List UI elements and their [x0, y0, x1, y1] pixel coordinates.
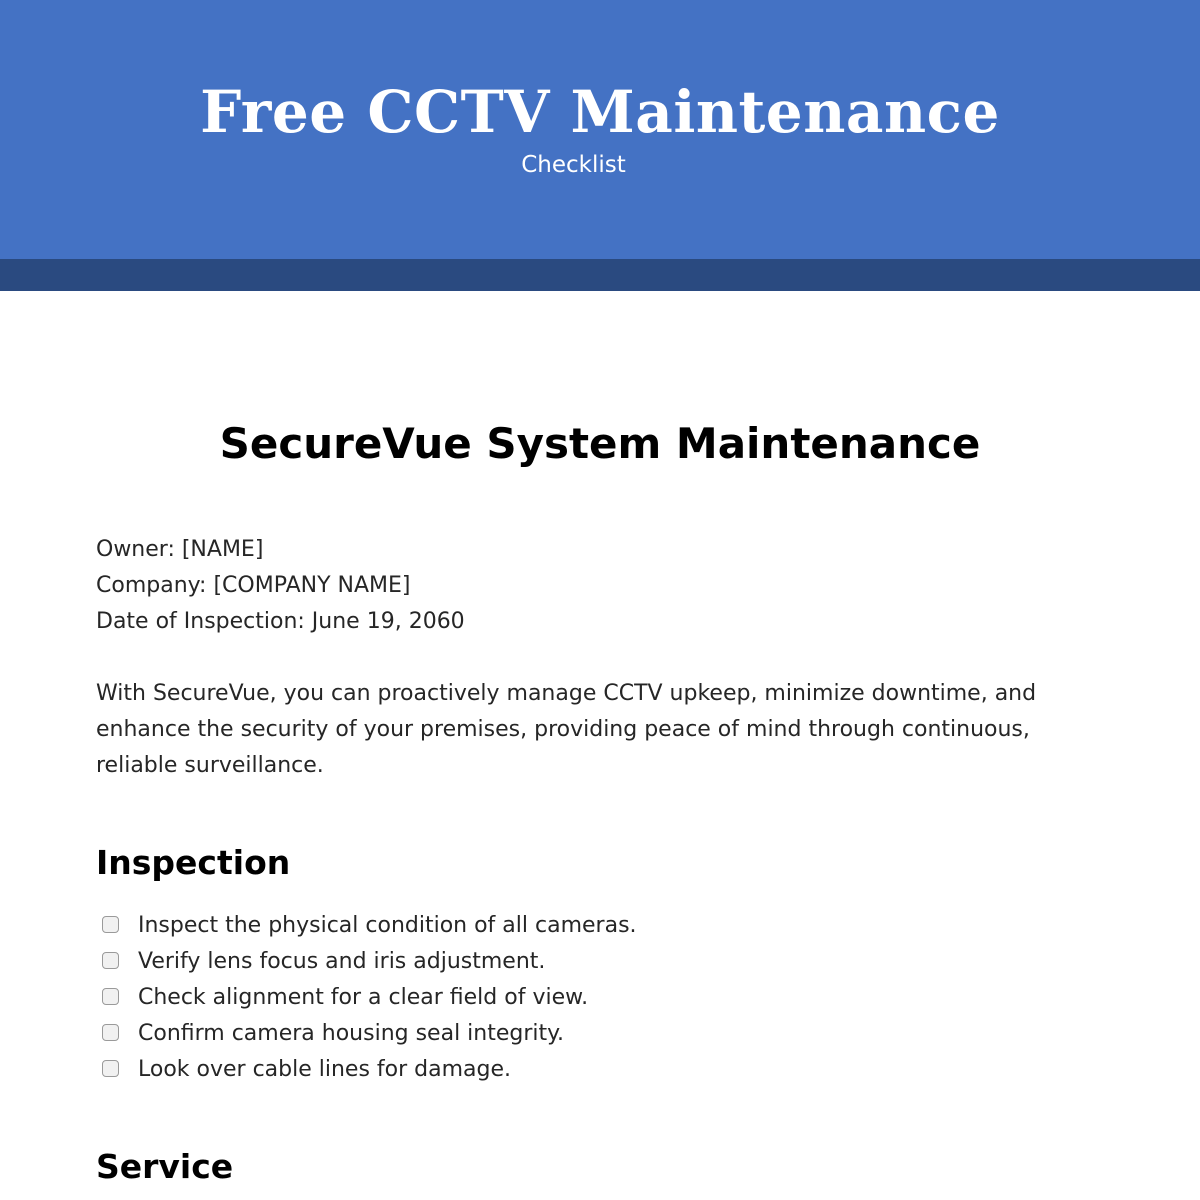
intro-paragraph: With SecureVue, you can proactively manage CCTV upkeep, minimize downtime, and enhance the security of your premises, providing peace of mind through continuous, reliable surveillance.	[96, 681, 1037, 778]
meta-owner: Owner: [NAME]	[96, 537, 264, 562]
checklist-item-label: Inspect the physical condition of all cameras.	[138, 913, 637, 938]
checklist-item	[96, 980, 1106, 1016]
checklist-item	[96, 944, 1106, 980]
section-heading-service: Service	[96, 1147, 234, 1186]
document-title: SecureVue System Maintenance	[219, 419, 981, 468]
checklist-item-label: Verify lens focus and iris adjustment.	[138, 949, 546, 974]
checklist-item-label: Confirm camera housing seal integrity.	[138, 1021, 565, 1046]
checkbox[interactable]	[102, 988, 119, 1005]
checklist-item	[96, 1052, 1106, 1088]
document-meta	[96, 532, 1106, 640]
section-heading-inspection: Inspection	[96, 843, 291, 882]
checkbox[interactable]	[102, 952, 119, 969]
checklist-item	[96, 1016, 1106, 1052]
checklist-item	[96, 908, 1106, 944]
banner-subtitle: Checklist	[521, 152, 626, 178]
checkbox[interactable]	[102, 1060, 119, 1077]
checkbox[interactable]	[102, 916, 119, 933]
checkbox[interactable]	[102, 1024, 119, 1041]
meta-inspection-date: Date of Inspection: June 19, 2060	[96, 609, 465, 634]
meta-company: Company: [COMPANY NAME]	[96, 573, 411, 598]
checklist-item-label: Check alignment for a clear field of view.	[138, 985, 589, 1010]
banner-title: Free CCTV Maintenance	[200, 78, 1000, 146]
checklist-item-label: Look over cable lines for damage.	[138, 1057, 512, 1082]
header-accent-strip	[0, 259, 1200, 291]
inspection-checklist	[96, 908, 1106, 1088]
